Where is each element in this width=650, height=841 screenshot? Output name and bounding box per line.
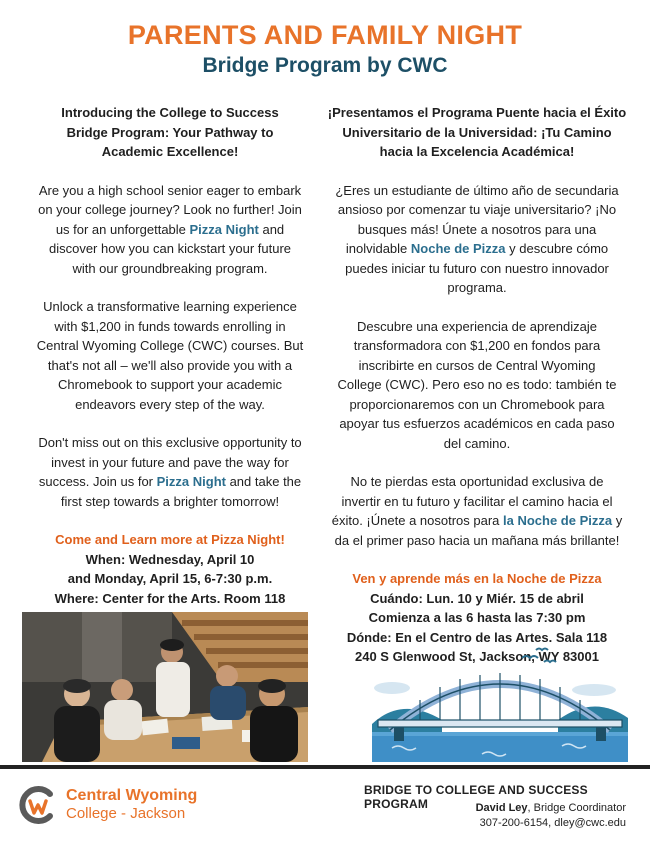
english-event-info: Come and Learn more at Pizza Night! When: Wednesday, April 10 and Monday, April 15, 6-7:30 p.m. Where: Center for the Arts. Room 118 <box>20 530 320 628</box>
english-paragraph-1: Are you a high school senior eager to embark on your college journey? Look no further! Join us for an unforgettable Pizza Night and discover how you can kickstart your future with our groundbreaking program. <box>38 182 302 276</box>
footer-divider <box>0 765 650 769</box>
english-paragraph-2: Unlock a transformative learning experience with $1,200 in funds towards enrolling in Central Wyoming College (CWC) courses. But that's not all – we'll also provide you with a Chromebook to support your academic endeavors every step of the way. <box>36 299 304 412</box>
page-title: PARENTS AND FAMILY NIGHT <box>127 20 523 50</box>
spanish-event-title: Ven y aprende más en la Noche de Pizza <box>352 571 602 586</box>
contact-details: 307-200-6154, dley@cwc.edu <box>479 817 626 829</box>
college-name: Central Wyoming <box>66 787 198 804</box>
spanish-event-info: Ven y aprende más en la Noche de Pizza Cuándo: Lun. 10 y Miér. 15 de abril Comienza a las 6 hasta las 7:30 pm Dónde: En el Centro de las Artes. Sala 118 240 S Glenwood St, Jackson, WY 83001 <box>327 569 627 667</box>
english-event-title: Come and Learn more at Pizza Night! <box>55 532 285 547</box>
spanish-intro: ¡Presentamos el Programa Puente hacia el Éxito Universitario de la Universidad: ¡Tu Camino hacia la Excelencia Académica! <box>327 105 627 159</box>
contact-info <box>476 801 626 831</box>
coordinator-name: David Ley <box>475 802 528 814</box>
program-name: BRIDGE TO COLLEGE AND SUCCESS PROGRAM <box>364 783 588 811</box>
cwc-logo-icon <box>18 785 58 825</box>
coordinator-role: , Bridge Coordinator <box>527 802 626 814</box>
pizza-night-highlight: Pizza Night <box>189 221 259 237</box>
noche-de-pizza-highlight: Noche de Pizza <box>410 241 506 256</box>
bird-icon <box>536 649 548 651</box>
english-paragraph-3: Don't miss out on this exclusive opportunity to invest in your future and pave the way for success. Join us for Pizza Night and take the first step towards a brighter tomorrow! <box>38 435 302 509</box>
page-subtitle: Bridge Program by CWC <box>202 54 448 77</box>
english-intro: Introducing the College to Success Bridge Program: Your Pathway to Academic Excellence! <box>61 105 279 159</box>
noche-de-pizza-highlight: la Noche de Pizza <box>503 513 613 528</box>
students-photo <box>22 612 308 762</box>
spanish-column <box>327 103 627 667</box>
bridge-illustration <box>372 646 628 762</box>
spanish-paragraph-2: Descubre una experiencia de aprendizaje transformadora con $1,200 en fondos para inscribirte en cursos de Central Wyoming College (CWC). Pero eso no es todo: también te proporcionaremos con un Chromebook para apoyar tus esfuerzos académicos en cada paso del camino. <box>337 318 617 451</box>
students-photo-illustration <box>22 612 308 762</box>
spanish-paragraph-1: ¿Eres un estudiante de último año de secundaria ansioso por comenzar tu viaje universitario? ¡No busques más! Únete a nosotros para una inolvidable Noche de Pizza y descubre cómo puedes iniciar tu futuro con nuestro innovador programa. <box>335 182 619 295</box>
spanish-paragraph-3: No te pierdas esta oportunidad exclusiva de invertir en tu futuro y facilitar el camino hacia el éxito. ¡Únete a nosotros para la Noche de Pizza y da el primer paso hacia un mañana más brillante! <box>331 474 623 548</box>
bridge-drawing <box>372 646 628 762</box>
pizza-night-highlight: Pizza Night <box>156 474 226 489</box>
bird-icon <box>544 661 556 663</box>
bird-icon <box>522 656 538 658</box>
college-campus: College - Jackson <box>66 805 186 822</box>
english-column <box>20 103 320 628</box>
